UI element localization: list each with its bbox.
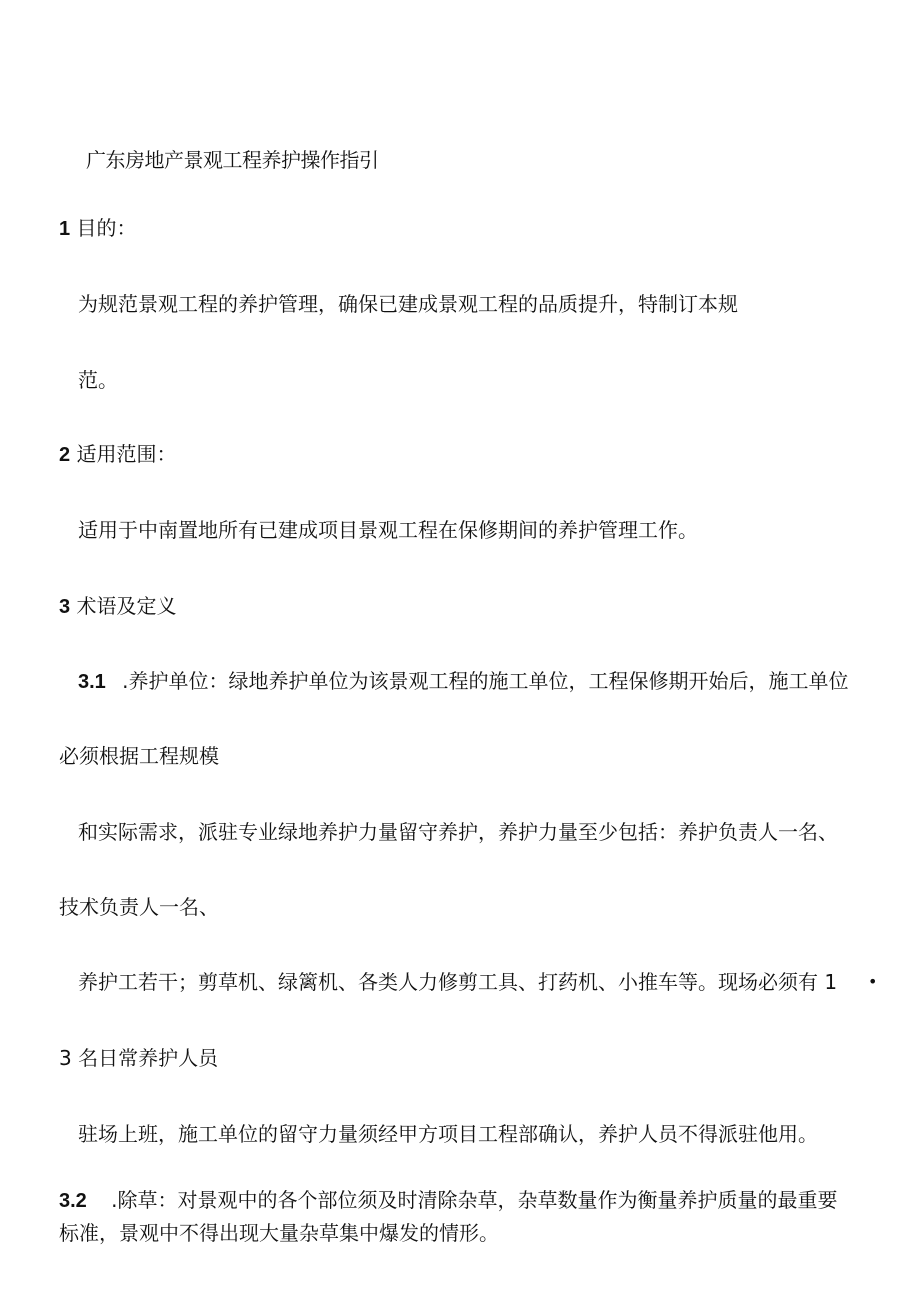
bullet-mark: • bbox=[868, 972, 878, 991]
paragraph-line: 范。 bbox=[78, 368, 118, 392]
subsection-number: 3.2 bbox=[59, 1190, 87, 1212]
paragraph-line: 标准，景观中不得出现大量杂草集中爆发的情形。 bbox=[59, 1221, 499, 1245]
paragraph-line: 驻场上班，施工单位的留守力量须经甲方项目工程部确认，养护人员不得派驻他用。 bbox=[78, 1122, 818, 1146]
section-1-heading bbox=[59, 214, 136, 243]
section-heading-text: 目的： bbox=[76, 216, 137, 240]
subsection-text: .除草：对景观中的各个部位须及时清除杂草，杂草数量作为衡量养护质量的最重要 bbox=[111, 1188, 838, 1212]
paragraph-line: 必须根据工程规模 bbox=[59, 744, 219, 768]
paragraph-line: 和实际需求，派驻专业绿地养护力量留守养护，养护力量至少包括：养护负责人一名、 bbox=[78, 820, 838, 844]
section-number: 2 bbox=[59, 444, 71, 466]
paragraph-line: 适用于中南置地所有已建成项目景观工程在保修期间的养护管理工作。 bbox=[78, 518, 698, 542]
paragraph-line: 养护工若干；剪草机、绿篱机、各类人力修剪工具、打药机、小推车等。现场必须有 1 bbox=[78, 970, 838, 994]
paragraph-line: 3 名日常养护人员 bbox=[59, 1046, 219, 1070]
section-number: 3 bbox=[59, 596, 71, 618]
paragraph-line: 技术负责人一名、 bbox=[59, 895, 219, 919]
subsection-3-2-line bbox=[59, 1186, 838, 1215]
section-number: 1 bbox=[59, 218, 71, 240]
section-2-heading bbox=[59, 440, 176, 469]
paragraph-line: 为规范景观工程的养护管理，确保已建成景观工程的品质提升，特制订本规 bbox=[78, 292, 738, 316]
subsection-text: .养护单位：绿地养护单位为该景观工程的施工单位，工程保修期开始后，施工单位 bbox=[122, 669, 849, 693]
section-heading-text: 适用范围： bbox=[76, 442, 177, 466]
section-3-heading bbox=[59, 592, 176, 621]
section-heading-text: 术语及定义 bbox=[76, 594, 177, 618]
subsection-number: 3.1 bbox=[78, 671, 106, 693]
document-title: 广东房地产景观工程养护操作指引 bbox=[86, 148, 379, 172]
subsection-3-1-line bbox=[78, 667, 849, 696]
